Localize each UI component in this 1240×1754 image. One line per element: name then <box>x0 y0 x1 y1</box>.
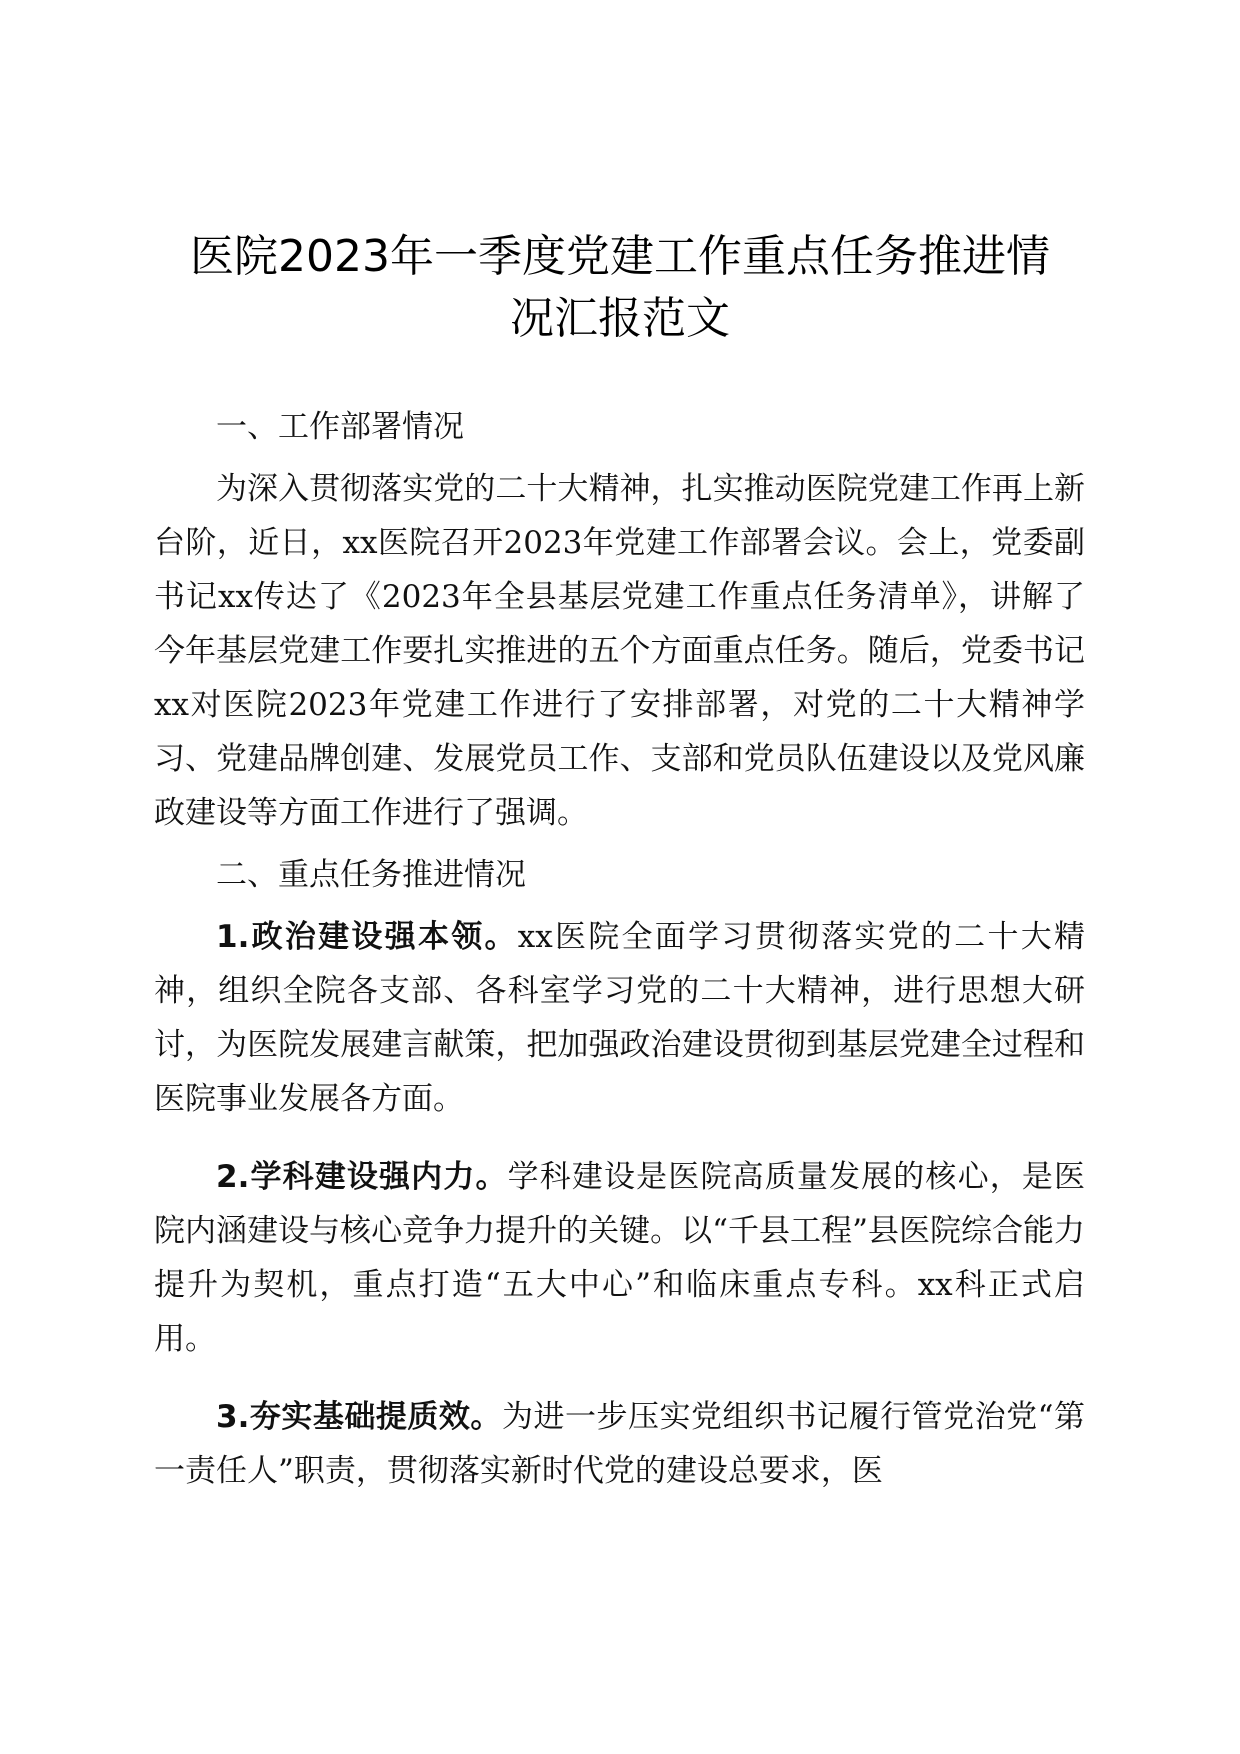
document-body <box>154 400 1085 1506</box>
paragraph-discipline-building <box>154 1150 1085 1366</box>
section-heading-deployment: 一、工作部署情况 <box>216 409 464 445</box>
section-heading-progress: 二、重点任务推进情况 <box>216 857 526 893</box>
title-line-2: 况汇报范文 <box>510 293 730 344</box>
paragraph-gap <box>154 1374 1085 1390</box>
paragraph-text: 学科建设是医院高质量发展的核心，是医院内涵建设与核心竞争力提升的关键。以“千县工程”县医院综合能力提升为契机，重点打造“五大中心”和临床重点专科。xx科正式启用。 <box>154 1159 1085 1357</box>
paragraph-deployment: 为深入贯彻落实党的二十大精神，扎实推动医院党建工作再上新台阶，近日，xx医院召开2023年党建工作部署会议。会上，党委副书记xx传达了《2023年全县基层党建工作重点任务清单》，讲解了今年基层党建工作要扎实推进的五个方面重点任务。随后，党委书记xx对医院2023年党建工作进行了安排部署，对党的二十大精神学习、党建品牌创建、发展党员工作、支部和党员队伍建设以及党风廉政建设等方面工作进行了强调。 <box>154 471 1085 831</box>
paragraph-lead: 2.学科建设强内力。 <box>216 1159 508 1195</box>
document-title <box>140 226 1100 350</box>
paragraph-political-building <box>154 910 1085 1126</box>
title-line-1: 医院2023年一季度党建工作重点任务推进情 <box>190 231 1050 282</box>
paragraph-gap <box>154 1134 1085 1150</box>
paragraph-lead: 3.夯实基础提质效。 <box>216 1399 502 1435</box>
paragraph-text: xx医院全面学习贯彻落实党的二十大精神，组织全院各支部、各科室学习党的二十大精神，进行思想大研讨，为医院发展建言献策，把加强政治建设贯彻到基层党建全过程和医院事业发展各方面。 <box>154 919 1085 1117</box>
paragraph-text: 为进一步压实党组织书记履行管党治党“第一责任人”职责，贯彻落实新时代党的建设总要求，医 <box>154 1399 1085 1489</box>
paragraph-lead: 1.政治建设强本领。 <box>216 919 518 955</box>
paragraph-foundation <box>154 1390 1085 1498</box>
